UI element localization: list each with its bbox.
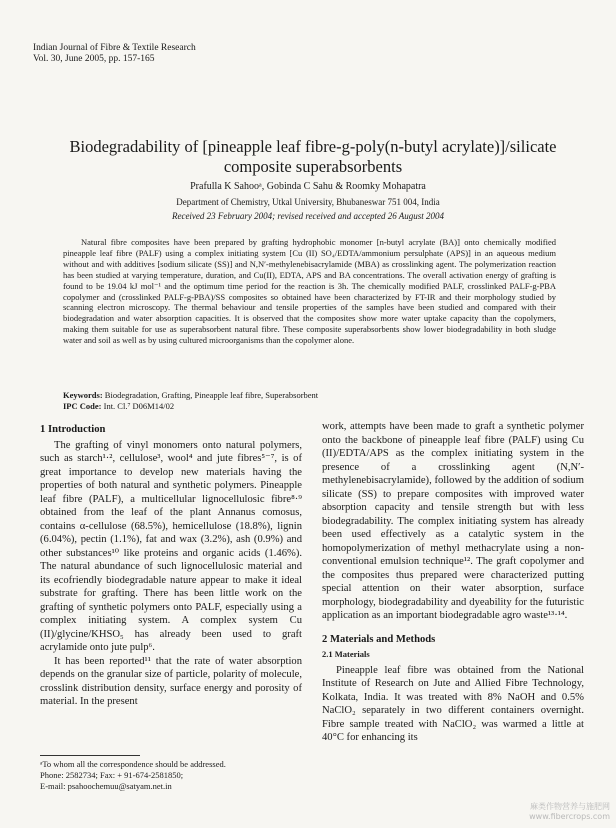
left-column <box>40 423 302 709</box>
paper-title <box>40 137 586 177</box>
affiliation: Department of Chemistry, Utkal University, Bhubaneswar 751 004, India <box>176 197 440 207</box>
right-column <box>322 420 584 745</box>
journal-name: Indian Journal of Fibre & Textile Research <box>33 43 196 53</box>
authors: Prafulla K Sahooᵃ, Gobinda C Sahu & Roomky Mohapatra <box>190 181 426 192</box>
title-line-1: Biodegradability of [pineapple leaf fibre-g-poly(n-butyl acrylate)]/silicate <box>69 137 557 156</box>
journal-issue: Vol. 30, June 2005, pp. 157-165 <box>33 54 155 64</box>
title-line-2: composite superabsorbents <box>223 157 403 176</box>
watermark-line-1: 麻类作物营养与施肥网 <box>530 802 610 811</box>
ipc-text: Int. Cl.⁷ D06M14/02 <box>103 401 175 411</box>
section-heading-introduction: 1 Introduction <box>40 424 106 435</box>
keywords-label: Keywords: <box>63 390 103 400</box>
abstract <box>63 237 556 346</box>
abstract-text: Natural fibre composites have been prepared by grafting hydrophobic monomer [n-butyl acrylate (BA)] onto chemically modified pineapple leaf fibre (PALF) using a complex initiating system [Cu (II) SO₄/EDTA/ammonium persulphate (APS)] in an aqueous medium without and with additives [sodium silicate (SS)] and N,N′-methylenebisacrylamide (MBA) as crosslinking agent. The polymerization reaction has been studied at varying temperature, duration, and Cu(II), EDTA, APS and BA concentrations. The overall activation energy of grafting is found to be 19.04 kJ mol⁻¹ and the optimum time period for the reaction is 3h. The chemically modified PALF, crosslinked PALF-g-PBA copolymer and (crosslinked PALF-g-PBA)/SS composites so obtained have been characterized by FT-IR and their morphology studied by scanning electron microscopy. The thermal behaviour and tensile properties of the samples have been studied and compared with their biodegradation and water absorption capacities. It is observed that the composites show more water uptake capacity than the copolymers, making them suitable for use as superabsorbent natural fibre. These composite superabsorbents show lower biodegradability in both sludge water and soil as well as by using cultured microorganisms than the copolymer alone. <box>63 237 556 346</box>
watermark <box>529 802 610 822</box>
footnote-rule <box>40 755 140 756</box>
journal-header <box>33 43 196 65</box>
intro-paragraph-2: It has been reported¹¹ that the rate of water absorption depends on the granular size of particle, polarity of molecule, crosslink distribution density, surface energy and porosity of material. In the present <box>40 655 302 707</box>
footnote <box>40 759 310 792</box>
received-date: Received 23 February 2004; revised received and accepted 26 August 2004 <box>171 211 445 221</box>
subsection-heading-materials: 2.1 Materials <box>322 649 370 659</box>
keywords-block <box>63 390 556 412</box>
footnote-correspondence: ᵃTo whom all the correspondence should be addressed. <box>40 759 226 769</box>
footnote-email: E-mail: psahoochemuu@satyam.net.in <box>40 781 172 791</box>
ipc-label: IPC Code: <box>63 401 102 411</box>
footnote-phone: Phone: 2582734; Fax: + 91-674-2581850; <box>40 770 184 780</box>
keywords-text: Biodegradation, Grafting, Pineapple leaf fibre, Superabsorbent <box>104 390 319 400</box>
section-heading-materials-methods: 2 Materials and Methods <box>322 633 436 645</box>
materials-paragraph: Pineapple leaf fibre was obtained from the National Institute of Research on Jute and Allied Fibre Technology, Kolkata, India. It was treated with 8% NaOH and 0.5% NaClO₂ separately in two different containers overnight. Fibre sample treated with NaClO₂ was warmed a little at 40°C for enhancing its <box>322 664 584 743</box>
watermark-line-2: www.fibercrops.com <box>529 812 610 821</box>
intro-paragraph-1: The grafting of vinyl monomers onto natural polymers, such as starch¹·², cellulose³, wool⁴ and jute fibres⁵⁻⁷, is of great importance to develop new materials having the properties of both natural and synthetic polymers. Pineapple leaf fibre (PALF), a multicellular lignocellulosic fibre⁸·⁹ obtained from the leaf of the plant Annanus comosus, contains α-cellulose (68.5%), hemicellulose (18.8%), lignin (6.04%), pectin (1.1%), fat and wax (3.2%), ash (0.9%) and other substances¹⁰ like proteins and organic acids (1.46%). The natural abundance of such lignocellulosic material and its ecofriendly biodegradable nature appear to make it ideal substrate for grafting. There has been little work on the grafting of synthetic polymers onto PALF, especially using a complex initiating system. A complex system Cu (II)/glycine/KHSO₅ has already been used to graft acrylamide onto jute pulp⁶. <box>40 439 302 653</box>
intro-paragraph-3: work, attempts have been made to graft a synthetic polymer onto the backbone of pineapple leaf fibre (PALF) using Cu (II)/EDTA/APS as the complex initiating system in the presence of a crosslinking agent (N,N′-methylenebisacrylamide), followed by the addition of sodium silicate (SS) to prepare composites with improved water absorption capacity and tensile strength but with less biodegradability. The complex initiating system has already been used effectively as a catalytic system in the homopolymerization of methyl methacrylate using a non-conventional emulsion technique¹². The graft copolymer and the composites thus prepared were characterized putting special attention on their water absorption, surface morphology, biodegradability and dyeability for the futuristic application as an important biodegradable agro waste¹³·¹⁴. <box>322 421 584 621</box>
